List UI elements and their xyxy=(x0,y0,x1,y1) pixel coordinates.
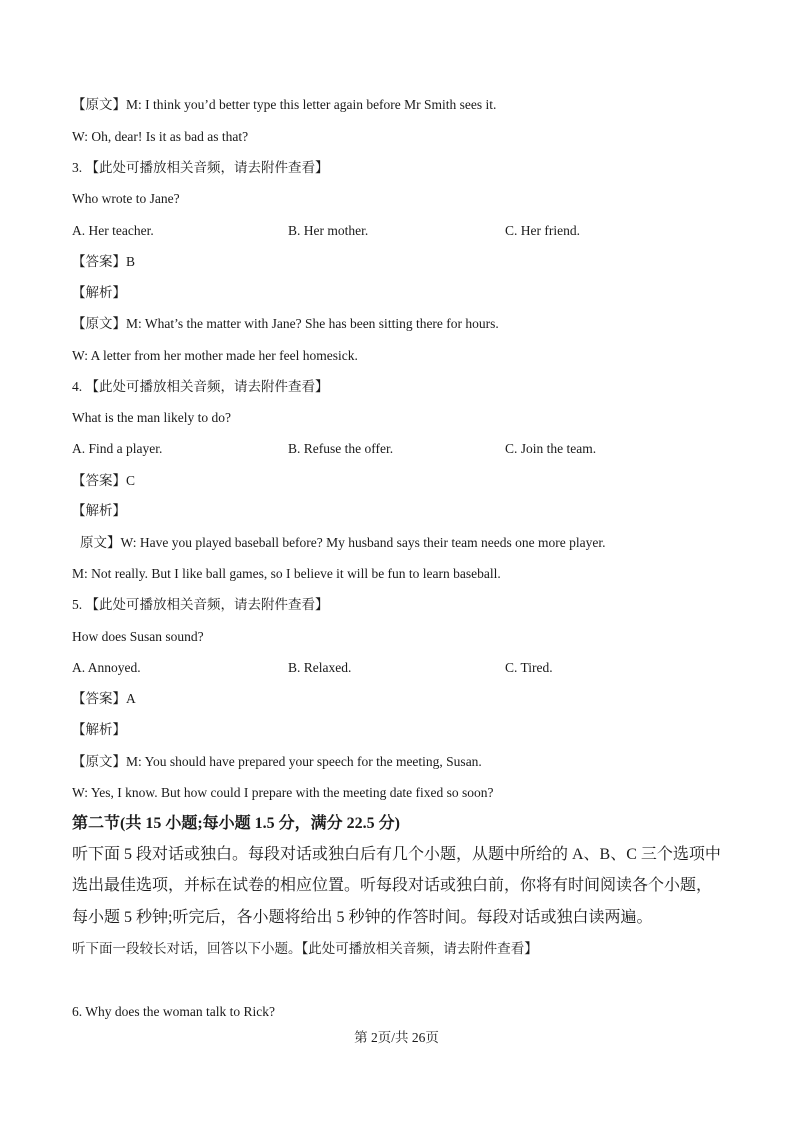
question-5-transcript-1: 【原文】M: You should have prepared your speech for the meeting, Susan. xyxy=(72,754,482,769)
question-3-option-c: C. Her friend. xyxy=(505,223,580,238)
section-2-instructions-4: 听下面一段较长对话，回答以下小题。【此处可播放相关音频，请去附件查看】 xyxy=(72,941,538,956)
question-4-option-b: B. Refuse the offer. xyxy=(288,441,394,456)
question-4-option-a: A. Find a player. xyxy=(72,441,163,456)
question-3-header: 3. 【此处可播放相关音频，请去附件查看】 xyxy=(72,160,329,175)
question-5-option-b: B. Relaxed. xyxy=(288,660,352,675)
line-b2: W: Oh, dear! Is it as bad as that? xyxy=(72,129,249,144)
question-4-analysis: 【解析】 xyxy=(72,503,126,518)
question-4-option-c: C. Join the team. xyxy=(505,441,597,456)
question-3-transcript-2: W: A letter from her mother made her feel homesick. xyxy=(72,348,358,363)
question-5-stem: How does Susan sound? xyxy=(72,629,204,644)
question-5-transcript-2: W: Yes, I know. But how could I prepare with the meeting date fixed so soon? xyxy=(72,785,494,800)
line-b1: 【原文】M: I think you’d better type this letter again before Mr Smith sees it. xyxy=(72,97,497,112)
question-4-transcript-2: M: Not really. But I like ball games, so I believe it will be fun to learn baseball. xyxy=(72,566,501,581)
question-4-transcript-1: 原文】W: Have you played baseball before? My husband says their team needs one more player. xyxy=(80,535,606,550)
question-3-analysis: 【解析】 xyxy=(72,285,126,300)
question-3-option-b: B. Her mother. xyxy=(288,223,369,238)
question-4-stem: What is the man likely to do? xyxy=(72,410,231,425)
question-3-option-a: A. Her teacher. xyxy=(72,223,154,238)
question-6-stem: 6. Why does the woman talk to Rick? xyxy=(72,1004,275,1019)
question-4-answer: 【答案】C xyxy=(72,473,136,488)
question-4-header: 4. 【此处可播放相关音频，请去附件查看】 xyxy=(72,379,329,394)
question-3-transcript-1: 【原文】M: What’s the matter with Jane? She has been sitting there for hours. xyxy=(72,316,499,331)
question-3-answer: 【答案】B xyxy=(72,254,136,269)
question-5-answer: 【答案】A xyxy=(72,691,136,706)
page-footer: 第 2页/共 26页 xyxy=(354,1030,439,1045)
section-2-instructions-1: 听下面 5 段对话或独白。每段对话或独白后有几个小题，从题中所给的 A、B、C 三个选项中 xyxy=(72,846,721,863)
question-5-option-c: C. Tired. xyxy=(505,660,553,675)
question-5-header: 5. 【此处可播放相关音频，请去附件查看】 xyxy=(72,597,329,612)
question-5-analysis: 【解析】 xyxy=(72,722,126,737)
section-2-instructions-2: 选出最佳选项，并标在试卷的相应位置。听每段对话或独白前，你将有时间阅读各个小题， xyxy=(72,877,713,894)
question-3-stem: Who wrote to Jane? xyxy=(72,191,180,206)
section-2-title: 第二节(共 15 小题;每小题 1.5 分，满分 22.5 分) xyxy=(72,815,400,832)
question-5-option-a: A. Annoyed. xyxy=(72,660,141,675)
section-2-instructions-3: 每小题 5 秒钟;听完后，各小题将给出 5 秒钟的作答时间。每段对话或独白读两遍。 xyxy=(72,909,653,926)
